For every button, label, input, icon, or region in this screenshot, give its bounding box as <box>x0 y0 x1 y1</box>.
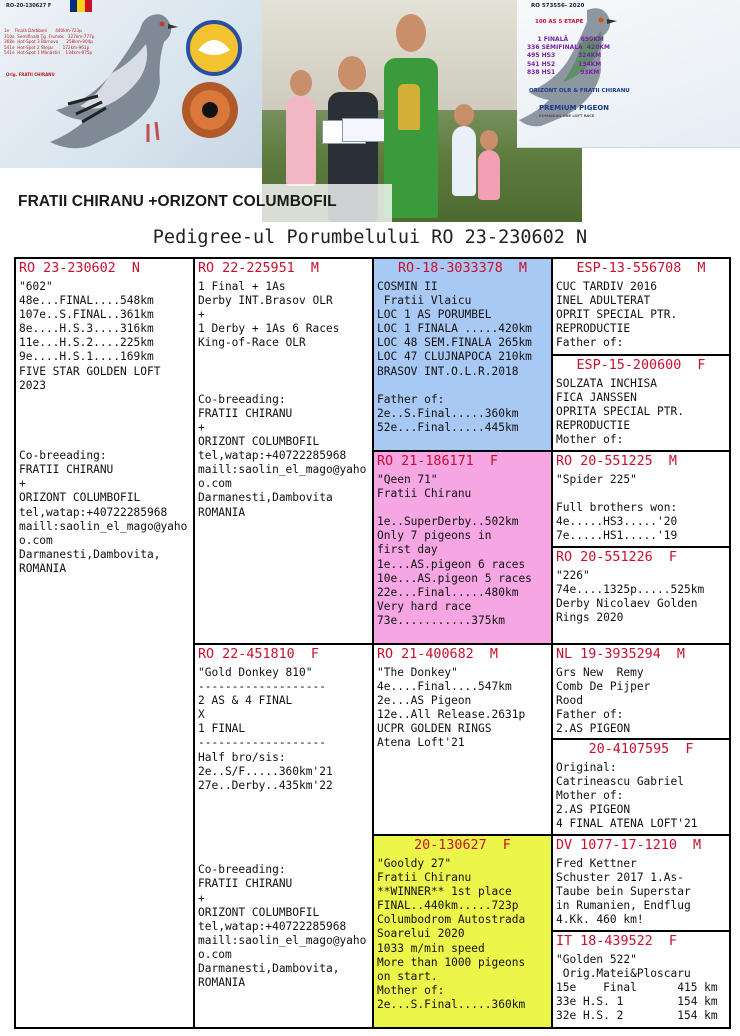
left-card-ring: RO-20-130627 F <box>6 3 52 9</box>
ddd-details: "Golden 522" Orig.Matei&Ploscaru 15e Final 415 km 33e H.S. 1 154 km 32e H.S. 2 154 km <box>556 953 718 1023</box>
pedigree-subject <box>14 257 195 1029</box>
pedigree-dds <box>551 834 731 932</box>
pedigree-dam <box>193 643 374 1029</box>
sds-details: "Spider 225" Full brothers won: 4e.....HS3.....'20 7e.....HS1.....'19 <box>556 473 678 543</box>
dss-ring: NL 19-3935294 M <box>556 647 685 662</box>
dam-sire-details: "The Donkey" 4e....Final....547km 2e...AS Pigeon 12e..All Release.2631p UCPR GOLDEN RINGS Atena Loft'21 <box>377 666 526 750</box>
dam-ring: RO 22-451810 F <box>198 647 319 662</box>
pigeon-card-photo-left <box>0 0 262 168</box>
subject-details: "602" 48e...FINAL....548km 107e..S.FINAL..361km 8e....H.S.3....316km 11e...H.S.2....225km 9e....H.S.1....169km FIVE STAR GOLDEN LOFT 2023 Co-breeading: FRATII CHIRANU + ORIZONT COLUMBOFIL tel,watap:+40722285968 maill:saolin_el_mago@yahoo.com Darmanesti,Dambovita, ROMANIA <box>19 280 188 575</box>
sire-sire-details: COSMIN II Fratii Vlaicu LOC 1 AS PORUMBEL LOC 1 FINALA .....420km LOC 48 SEM.FINALA 265km LOC 47 CLUJNAPOCA 210km BRASOV INT.O.L.R.2018 Father of: 2e..S.Final.....360km 52e...Final.....445km <box>377 280 532 434</box>
subject-ring: RO 23-230602 N <box>19 261 140 276</box>
sdd-ring: RO 20-551226 F <box>556 550 677 565</box>
pedigree-ssd <box>551 354 731 452</box>
pigeon-card-photo-right <box>517 0 740 148</box>
pedigree-dam-sire <box>372 643 553 836</box>
sdd-details: "226" 74e....1325p.....525km Derby Nicolaev Golden Rings 2020 <box>556 569 705 625</box>
right-card-subtitle: 100 AS 5 ETAPE <box>535 19 584 25</box>
pedigree-sire <box>193 257 374 645</box>
pedigree-sds <box>551 450 731 548</box>
page-title: Pedigree-ul Porumbelului RO 23-230602 N <box>152 227 588 248</box>
dsd-details: Original: Catrineascu Gabriel Mother of: 2.AS PIGEON 4 FINAL ATENA LOFT'21 <box>556 761 698 831</box>
pedigree-ddd <box>551 930 731 1029</box>
dds-ring: DV 1077-17-1210 M <box>556 838 702 853</box>
pigeon-icon <box>40 4 190 154</box>
sire-dam-details: "Qeen 71" Fratii Chiranu 1e..SuperDerby..502km Only 7 pigeons in first day 1e...AS.pigeon 6 races 10e...AS.pigeon 5 races 22e...Final.....480km Very hard race 73e...........375km <box>377 473 532 627</box>
pedigree-grid <box>14 257 731 1029</box>
premium-pigeon-brand-sub: ROMANIAN ONE LOFT RACE <box>539 114 595 118</box>
dam-sire-ring: RO 21-400682 M <box>377 647 498 662</box>
ddd-ring: IT 18-439522 F <box>556 934 677 949</box>
pedigree-dam-dam <box>372 834 553 1029</box>
dsd-ring: 20-4107595 F <box>588 742 694 757</box>
right-card-ring: RO 573556- 2020 <box>531 3 585 9</box>
header-banner <box>0 0 740 222</box>
left-card-origin: Orig. FRATII CHIRANU <box>6 72 55 77</box>
sss-ring: ESP-13-556708 M <box>576 261 706 276</box>
sire-dam-ring: RO 21-186171 F <box>377 454 498 469</box>
sire-ring: RO 22-225951 M <box>198 261 319 276</box>
pedigree-sire-sire <box>372 257 553 452</box>
dss-details: Grs New Remy Comb De Pijper Rood Father of: 2.AS PIGEON <box>556 666 651 736</box>
sire-sire-ring: RO-18-3033378 M <box>398 261 527 276</box>
dam-dam-details: "Gooldy 27" Fratii Chiranu **WINNER** 1st place FINAL..440km.....723p Columbodrom Autostrada Soarelui 2020 1033 m/min speed More than 1000 pigeons on start. Mother of: 2e...S.Final.....360km <box>377 857 526 1011</box>
pedigree-sire-dam <box>372 450 553 645</box>
pigeon-eye-icon <box>180 80 240 140</box>
right-card-footer: ORIZONT OLR & FRATII CHIRANU <box>529 88 630 94</box>
sire-details: 1 Final + 1As Derby INT.Brasov OLR + 1 Derby + 1As 6 Races King-of-Race OLR Co-breeading: FRATII CHIRANU + ORIZONT COLUMBOFIL tel,watap:+40722285968 maill:saolin_el_mago@yaho o.com Darmanesti,Dambovita ROMANIA <box>198 280 367 519</box>
dam-details: "Gold Donkey 810" ------------------- 2 AS & 4 FINAL X 1 FINAL ------------------- Half bro/sis: 2e..S/F.....360km'21 27e..Derby..435km'22 Co-breeading: FRATII CHIRANU + ORIZONT COLUMBOFIL tel,watap:+40722285968 maill:saolin_el_mago@yaho o.com Darmanesti,Dambovita, ROMANIA <box>198 666 367 990</box>
dam-dam-ring: 20-130627 F <box>414 838 511 853</box>
banner-title: FRATII CHIRANU +ORIZONT COLUMBOFIL <box>18 193 337 210</box>
sds-ring: RO 20-551225 M <box>556 454 677 469</box>
dds-details: Fred Kettner Schuster 2017 1.As- Taube bein Superstar in Rumanien, Endflug 4.Kk. 460 km! <box>556 857 691 927</box>
left-card-results: 1e Finală Dărăbani 440km-723p 310e Semifinală Ţg. Frumos 327km-777p 368e Hot-Spot 3 Bârnova 258km-904p 541e Hot-Spot 2 Stejar 172km-961p 541e Hot-Spot 1 Mânăstiri 134km-975p <box>4 28 95 56</box>
pedigree-sdd <box>551 546 731 645</box>
ssd-details: SOLZATA INCHISA FICA JANSSEN OPRITA SPECIAL PTR. REPRODUCTIE Mother of: <box>556 377 684 447</box>
premium-pigeon-brand: PREMIUM PIGEON <box>539 104 610 112</box>
emblem-icon <box>184 18 244 78</box>
sss-details: CUC TARDIV 2016 INEL ADULTERAT OPRIT SPECIAL PTR. REPRODUCTIE Father of: <box>556 280 678 350</box>
pedigree-dss <box>551 643 731 740</box>
right-card-results: 1 FINALĂ 690KM 336 SEMIFINALĂ 420KM 495 HS3 324KM 541 HS2 134KM 838 HS1 93KM <box>527 36 611 76</box>
pedigree-dsd <box>551 738 731 836</box>
ssd-ring: ESP-15-200600 F <box>576 358 706 373</box>
pedigree-sss <box>551 257 731 356</box>
